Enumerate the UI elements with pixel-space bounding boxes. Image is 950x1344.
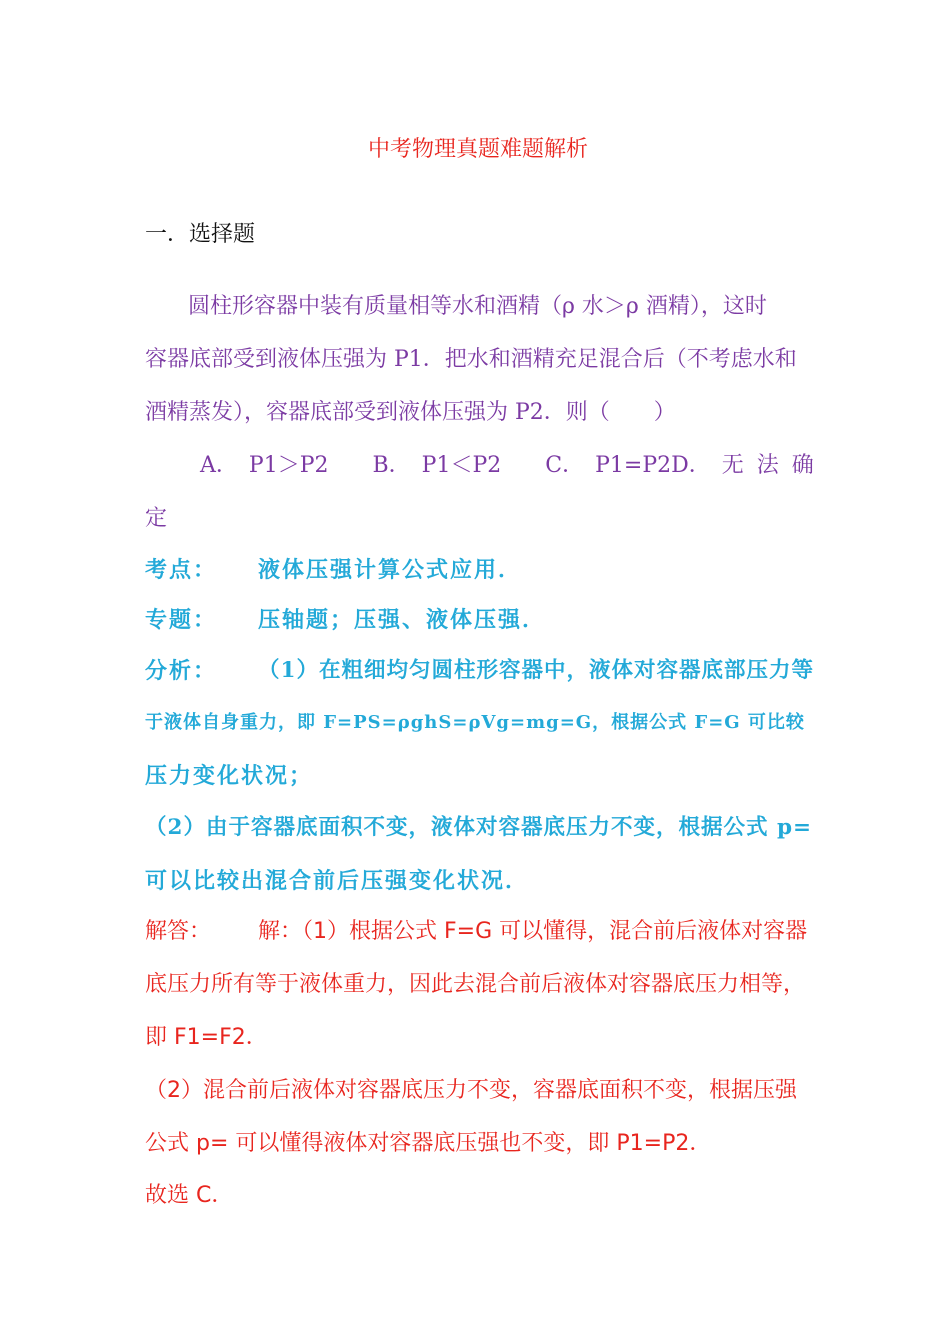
fenxi-line: （1）在粗细均匀圆柱形容器中，液体对容器底部压力等 <box>258 658 814 683</box>
fenxi-label: 分析： <box>145 658 218 684</box>
jieda-line: 公式 p= 可以懂得液体对容器底压强也不变，即 P1=P2． <box>145 1131 712 1156</box>
jieda-line: 解：（1）根据公式 F=G 可以懂得，混合前后液体对容器 <box>258 919 808 944</box>
section-heading: 一．选择题 <box>145 222 256 247</box>
answer-options: A． P1＞P2 B． P1＜P2 C． P1=P2D． 无 法 确 <box>200 453 814 478</box>
jieda-line: 底压力所有等于液体重力，因此去混合前后液体对容器底压力相等， <box>145 972 806 997</box>
question-line: 酒精蒸发），容器底部受到液体压强为 P2．则（ ） <box>145 400 676 425</box>
fenxi-line: 压力变化状况； <box>145 763 314 789</box>
fenxi-line: （2）由于容器底面积不变，液体对容器底压力不变，根据公式 p= <box>145 815 812 840</box>
jieda-line: 即 F1=F2． <box>145 1025 268 1050</box>
zhuanti-text: 压轴题；压强、液体压强． <box>258 607 547 633</box>
fenxi-line: 可以比较出混合前后压强变化状况． <box>145 868 530 894</box>
question-line: 圆柱形容器中装有质量相等水和酒精（ρ 水＞ρ 酒精），这时 <box>188 294 767 319</box>
jieda-label: 解答： <box>145 919 212 944</box>
fenxi-line: 于液体自身重力，即 F=PS=ρghS=ρVg=mg=G，根据公式 F=G 可比较 <box>145 712 805 733</box>
kaodian-label: 考点： <box>145 557 218 583</box>
document-title: 中考物理真题难题解析 <box>368 137 589 162</box>
zhuanti-label: 专题： <box>145 607 218 633</box>
kaodian-text: 液体压强计算公式应用． <box>258 557 523 583</box>
question-line: 容器底部受到液体压强为 P1．把水和酒精充足混合后（不考虑水和 <box>145 347 797 372</box>
answer-options-continued: 定 <box>145 506 168 531</box>
jieda-conclusion: 故选 C． <box>145 1183 234 1208</box>
jieda-line: （2）混合前后液体对容器底压力不变，容器底面积不变，根据压强 <box>145 1078 797 1103</box>
